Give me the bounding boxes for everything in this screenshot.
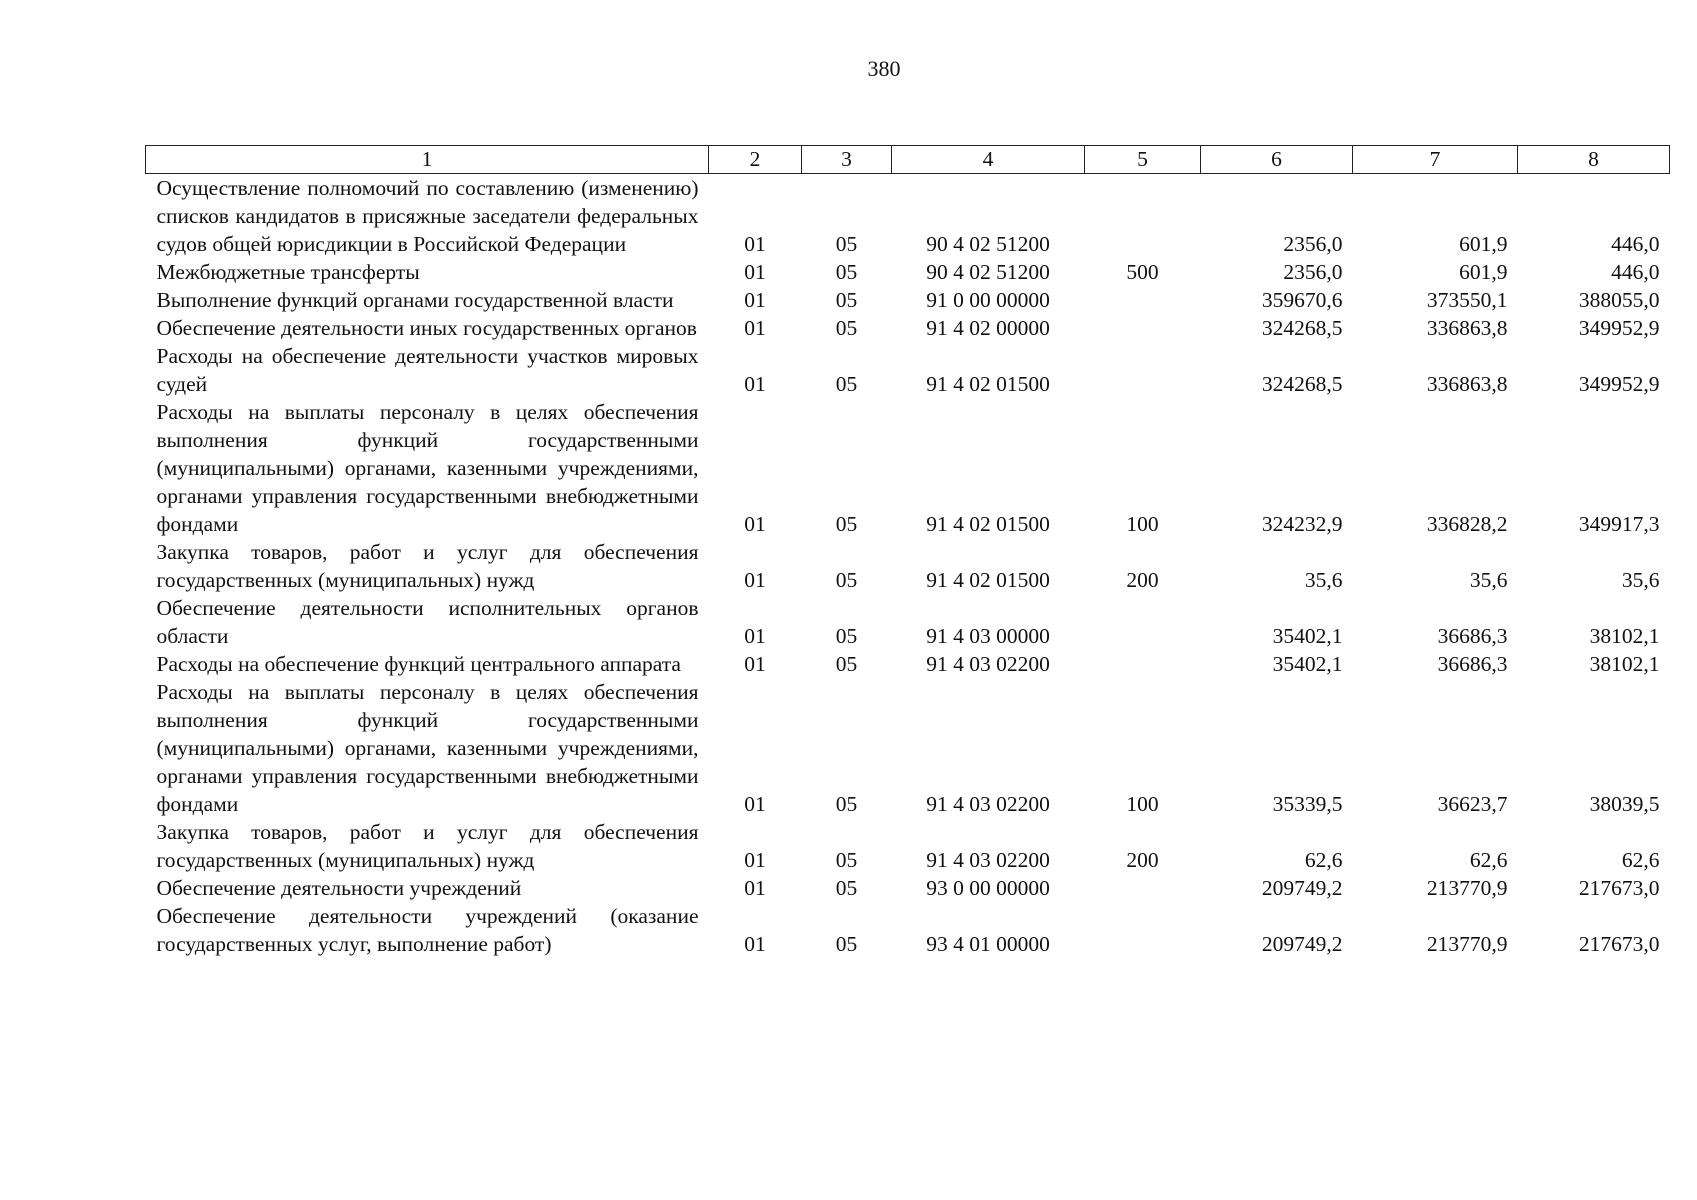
row-name: Обеспечение деятельности учреждений [156,876,522,900]
row-amount-year-2: 35,6 [1469,568,1508,592]
row-subsection: 05 [835,848,858,872]
row-target-article: 90 4 02 51200 [926,260,1050,284]
row-expense-type [1085,650,1201,678]
row-name: Расходы на выплаты персоналу в целях обеспечения выполнения функций государственными (муниципальными) органами, казенными учреждениями, органами управления государственными внебюджетными фондами [156,400,699,536]
row-subsection: 05 [835,624,858,648]
row-amount-year-2: 336828,2 [1426,512,1508,536]
table-row [146,594,1670,650]
row-section: 01 [744,848,766,872]
row-amount-year-3: 38039,5 [1589,792,1660,816]
row-subsection: 05 [835,568,858,592]
table-row [146,650,1670,678]
header-col-2: 2 [709,146,802,174]
table-header [146,146,1670,174]
row-name: Выполнение функций органами государственной власти [156,288,674,312]
row-subsection: 05 [835,316,858,340]
row-expense-type [1085,874,1201,902]
row-subsection: 05 [835,288,858,312]
page-number: 380 [867,56,901,81]
row-amount-year-3: 446,0 [1611,232,1660,256]
row-section: 01 [744,316,766,340]
row-amount-year-1: 35402,1 [1272,652,1343,676]
row-amount-year-3: 217673,0 [1578,876,1660,900]
row-section: 01 [744,232,766,256]
row-amount-year-1: 324268,5 [1261,372,1343,396]
row-amount-year-1: 359670,6 [1261,288,1343,312]
row-amount-year-1: 324232,9 [1261,512,1343,536]
header-col-3: 3 [802,146,892,174]
header-row [146,146,1670,174]
table-row [146,314,1670,342]
row-amount-year-1: 62,6 [1304,848,1343,872]
table-row [146,818,1670,874]
row-amount-year-3: 62,6 [1621,848,1660,872]
table-row [146,174,1670,259]
row-amount-year-2: 336863,8 [1426,316,1508,340]
row-section: 01 [744,652,766,676]
row-amount-year-3: 38102,1 [1589,652,1660,676]
table-row [146,286,1670,314]
row-subsection: 05 [835,372,858,396]
header-col-8: 8 [1518,146,1670,174]
row-expense-type [1085,174,1201,259]
row-expense-type [1085,902,1201,958]
row-target-article: 91 4 03 02200 [926,848,1050,872]
row-name: Обеспечение деятельности иных государственных органов [156,316,697,340]
row-section: 01 [744,932,766,956]
row-amount-year-1: 2356,0 [1283,232,1343,256]
row-amount-year-1: 209749,2 [1261,876,1343,900]
row-expense-type: 500 [1126,260,1159,284]
row-amount-year-2: 601,9 [1459,232,1508,256]
row-name: Осуществление полномочий по составлению (изменению) списков кандидатов в присяжные заседатели федеральных судов общей юрисдикции в Российской Федерации [156,176,699,256]
row-name: Обеспечение деятельности исполнительных органов области [156,596,699,648]
row-target-article: 91 4 03 02200 [926,652,1050,676]
row-amount-year-1: 35,6 [1304,568,1343,592]
row-amount-year-2: 336863,8 [1426,372,1508,396]
row-section: 01 [744,288,766,312]
header-col-7: 7 [1353,146,1518,174]
row-target-article: 91 4 02 00000 [926,316,1050,340]
row-expense-type: 200 [1126,568,1159,592]
header-col-6: 6 [1201,146,1353,174]
table-row [146,678,1670,818]
budget-table [145,145,1670,958]
row-name: Расходы на выплаты персоналу в целях обеспечения выполнения функций государственными (муниципальными) органами, казенными учреждениями, органами управления государственными внебюджетными фондами [156,680,699,816]
row-target-article: 91 4 02 01500 [926,372,1050,396]
row-expense-type: 100 [1126,792,1159,816]
row-target-article: 91 4 02 01500 [926,512,1050,536]
row-amount-year-1: 35339,5 [1272,792,1343,816]
row-target-article: 90 4 02 51200 [926,232,1050,256]
row-amount-year-1: 324268,5 [1261,316,1343,340]
row-section: 01 [744,372,766,396]
row-target-article: 91 4 03 02200 [926,792,1050,816]
row-amount-year-1: 209749,2 [1261,932,1343,956]
row-amount-year-2: 601,9 [1459,260,1508,284]
row-section: 01 [744,512,766,536]
row-section: 01 [744,260,766,284]
row-name: Закупка товаров, работ и услуг для обеспечения государственных (муниципальных) нужд [156,820,699,872]
row-amount-year-3: 349952,9 [1578,372,1660,396]
header-col-1: 1 [146,146,709,174]
row-subsection: 05 [835,512,858,536]
row-amount-year-2: 62,6 [1469,848,1508,872]
row-subsection: 05 [835,792,858,816]
table-row [146,342,1670,398]
row-name: Обеспечение деятельности учреждений (оказание государственных услуг, выполнение работ) [156,904,699,956]
row-target-article: 93 0 00 00000 [926,876,1050,900]
row-section: 01 [744,568,766,592]
row-expense-type: 100 [1126,512,1159,536]
row-amount-year-3: 35,6 [1621,568,1660,592]
row-section: 01 [744,792,766,816]
row-amount-year-2: 36686,3 [1437,652,1508,676]
table-body [146,174,1670,959]
row-subsection: 05 [835,232,858,256]
row-amount-year-3: 217673,0 [1578,932,1660,956]
row-subsection: 05 [835,932,858,956]
row-target-article: 91 4 02 01500 [926,568,1050,592]
row-name: Расходы на обеспечение функций центрального аппарата [156,652,681,676]
row-amount-year-2: 213770,9 [1426,932,1508,956]
row-amount-year-3: 349917,3 [1578,512,1660,536]
row-amount-year-3: 388055,0 [1578,288,1660,312]
row-amount-year-1: 35402,1 [1272,624,1343,648]
row-name: Межбюджетные трансферты [156,260,420,284]
row-expense-type [1085,286,1201,314]
row-name: Закупка товаров, работ и услуг для обеспечения государственных (муниципальных) нужд [156,540,699,592]
row-subsection: 05 [835,260,858,284]
row-amount-year-3: 38102,1 [1589,624,1660,648]
row-subsection: 05 [835,876,858,900]
row-subsection: 05 [835,652,858,676]
header-col-4: 4 [892,146,1085,174]
row-target-article: 91 4 03 00000 [926,624,1050,648]
row-target-article: 93 4 01 00000 [926,932,1050,956]
row-amount-year-3: 349952,9 [1578,316,1660,340]
table-row [146,874,1670,902]
row-section: 01 [744,624,766,648]
row-target-article: 91 0 00 00000 [926,288,1050,312]
row-expense-type [1085,594,1201,650]
row-amount-year-3: 446,0 [1611,260,1660,284]
row-section: 01 [744,876,766,900]
row-expense-type [1085,314,1201,342]
table-row [146,538,1670,594]
row-amount-year-2: 36686,3 [1437,624,1508,648]
table-row [146,398,1670,538]
row-expense-type: 200 [1126,848,1159,872]
row-amount-year-2: 373550,1 [1426,288,1508,312]
row-amount-year-1: 2356,0 [1283,260,1343,284]
header-col-5: 5 [1085,146,1201,174]
row-amount-year-2: 213770,9 [1426,876,1508,900]
row-expense-type [1085,342,1201,398]
row-amount-year-2: 36623,7 [1437,792,1508,816]
table-row [146,258,1670,286]
row-name: Расходы на обеспечение деятельности участков мировых судей [156,344,699,396]
table-row [146,902,1670,958]
